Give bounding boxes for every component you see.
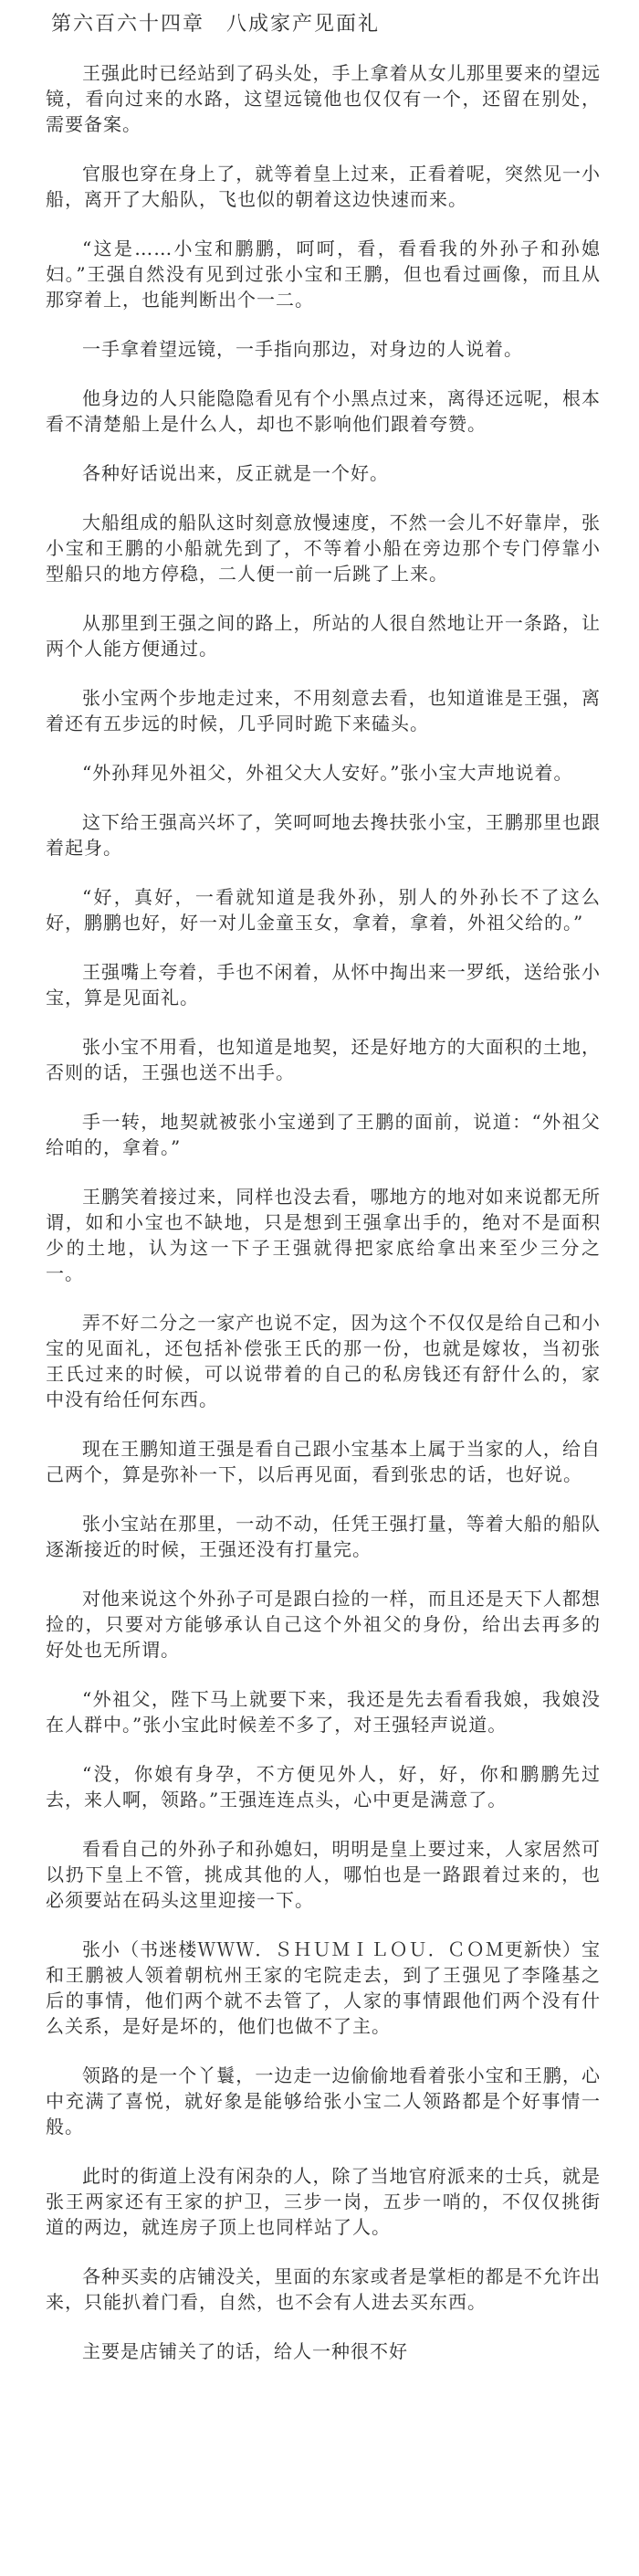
paragraph: 张小宝站在那里，一动不动，任凭王强打量，等着大船的船队逐渐接近的时候，王强还没有打量完。 (46, 1513, 601, 1560)
paragraph: 张小宝两个步地走过来，不用刻意去看，也知道谁是王强，离着还有五步远的时候，几乎同时跪下来磕头。 (46, 687, 601, 734)
paragraph: 从那里到王强之间的路上，所站的人很自然地让开一条路，让两个人能方便通过。 (46, 612, 601, 660)
paragraph: “好，真好，一看就知道是我外孙，别人的外孙长不了这么好，鹏鹏也好，好一对儿金童玉女，拿着，拿着，外祖父给的。” (46, 886, 601, 934)
paragraph: 看看自己的外孙子和孙媳妇，明明是皇上要过来，人家居然可以扔下皇上不管，挑成其他的人，哪怕也是一路跟着过来的，也必须要站在码头这里迎接一下。 (46, 1838, 601, 1911)
paragraph: 手一转，地契就被张小宝递到了王鹏的面前，说道：“外祖父给咱的，拿着。” (46, 1111, 601, 1158)
chapter-body (46, 60, 601, 2364)
paragraph: “外祖父，陛下马上就要下来，我还是先去看看我娘，我娘没在人群中。”张小宝此时候差不多了，对王强轻声说道。 (46, 1688, 601, 1736)
paragraph: 各种买卖的店铺没关，里面的东家或者是掌柜的都是不允许出来，只能扒着门看，自然，也不会有人进去买东西。 (46, 2265, 601, 2313)
paragraph: “外孙拜见外祖父，外祖父大人安好。”张小宝大声地说着。 (82, 762, 573, 784)
paragraph: 一手拿着望远镜，一手指向那边，对身边的人说着。 (82, 338, 523, 360)
paragraph: 张小（书迷楼ＷＷＷ．ＳＨＵＭＩＬＯＵ．ＣＯＭ更新快）宝和王鹏被人领着朝杭州王家的宅院走去，到了王强见了李隆基之后的事情，他们两个就不去管了，人家的事情跟他们两个没有什么关系，是好是坏的，他们也做不了主。 (46, 1938, 601, 2037)
paragraph: 主要是店铺关了的话，给人一种很不好 (82, 2340, 408, 2362)
paragraph: 王强嘴上夸着，手也不闲着，从怀中掏出来一罗纸，送给张小宝，算是见面礼。 (46, 961, 601, 1008)
paragraph: 官服也穿在身上了，就等着皇上过来，正看着呢，突然见一小船，离开了大船队，飞也似的朝着这边快速而来。 (46, 163, 601, 210)
paragraph: 他身边的人只能隐隐看见有个小黑点过来，离得还远呢，根本看不清楚船上是什么人，却也不影响他们跟着夸赞。 (46, 387, 601, 435)
paragraph: 对他来说这个外孙子可是跟白捡的一样，而且还是天下人都想捡的，只要对方能够承认自己这个外祖父的身份，给出去再多的好处也无所谓。 (46, 1588, 601, 1661)
paragraph: 现在王鹏知道王强是看自己跟小宝基本上属于当家的人，给自己两个，算是弥补一下，以后再见面，看到张忠的话，也好说。 (46, 1438, 601, 1485)
paragraph: 王鹏笑着接过来，同样也没去看，哪地方的地对如来说都无所谓，如和小宝也不缺地，只是想到王强拿出手的，绝对不是面积少的土地，认为这一下子王强就得把家底给拿出来至少三分之一。 (46, 1186, 601, 1284)
paragraph: 领路的是一个丫鬟，一边走一边偷偷地看着张小宝和王鹏，心中充满了喜悦，就好象是能够给张小宝二人领路都是个好事情一般。 (46, 2064, 601, 2138)
chapter-title: 第六百六十四章 八成家产见面礼 (51, 13, 381, 36)
paragraph: 这下给王强高兴坏了，笑呵呵地去搀扶张小宝，王鹏那里也跟着起身。 (46, 811, 601, 859)
paragraph: 大船组成的船队这时刻意放慢速度，不然一会儿不好靠岸，张小宝和王鹏的小船就先到了，不等着小船在旁边那个专门停靠小型船只的地方停稳，二人便一前一后跳了上来。 (46, 512, 601, 585)
paragraph: 王强此时已经站到了码头处，手上拿着从女儿那里要来的望远镜，看向过来的水路，这望远镜他也仅仅有一个，还留在别处，需要备案。 (46, 62, 601, 135)
paragraph: 各种好话说出来，反正就是一个好。 (82, 462, 389, 484)
paragraph: 此时的街道上没有闲杂的人，除了当地官府派来的士兵，就是张王两家还有王家的护卫，三步一岗，五步一哨的，不仅仅挑街道的两边，就连房子顶上也同样站了人。 (46, 2165, 601, 2238)
paragraph: 弄不好二分之一家产也说不定，因为这个不仅仅是给自己和小宝的见面礼，还包括补偿张王氏的那一份，也就是嫁妆，当初张王氏过来的时候，可以说带着的自己的私房钱还有舒什么的，家中没有给任何东西。 (46, 1312, 601, 1410)
paragraph: “这是……小宝和鹏鹏，呵呵，看，看看我的外孙子和孙媳妇。”王强自然没有见到过张小宝和王鹏，但也看过画像，而且从那穿着上，也能判断出个一二。 (46, 238, 601, 311)
paragraph: “没，你娘有身孕，不方便见外人，好，好，你和鹏鹏先过去，来人啊，领路。”王强连连点头，心中更是满意了。 (46, 1763, 601, 1811)
paragraph: 张小宝不用看，也知道是地契，还是好地方的大面积的土地，否则的话，王强也送不出手。 (46, 1036, 601, 1083)
